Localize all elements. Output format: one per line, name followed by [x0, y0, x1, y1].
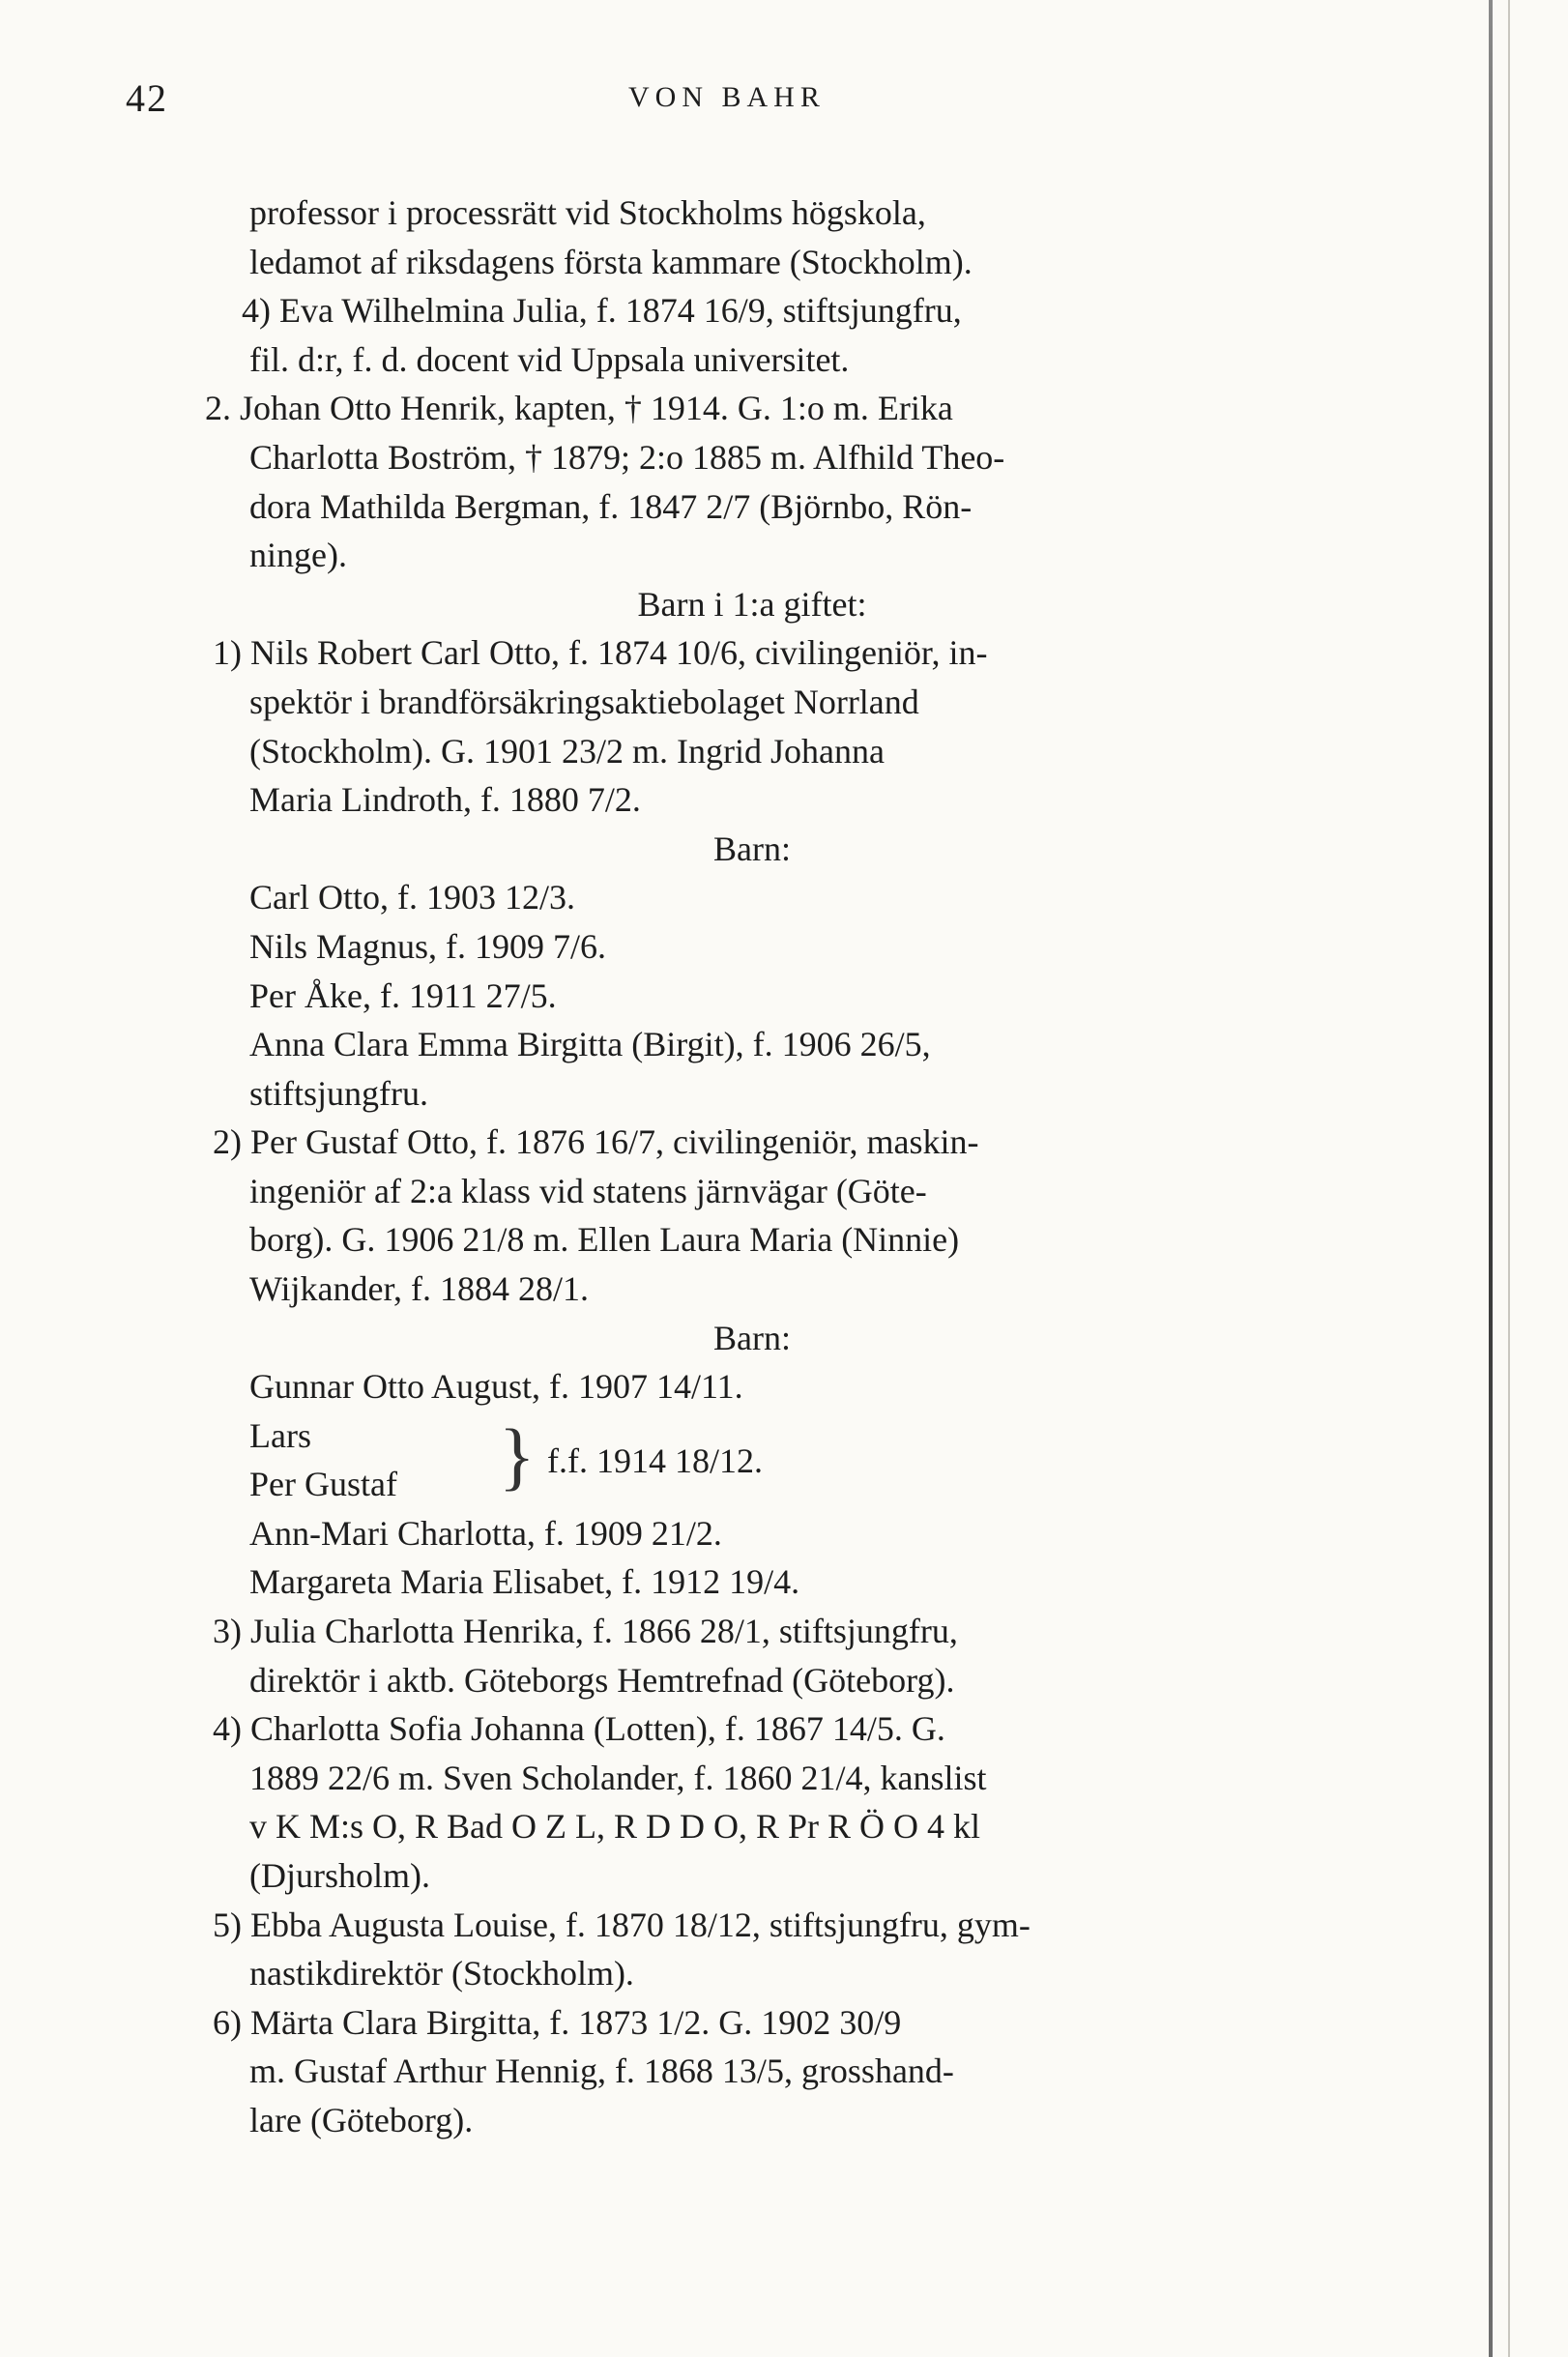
text-line: v K M:s O, R Bad O Z L, R D D O, R Pr R Ö O 4 kl: [249, 1807, 981, 1847]
text-line: ingeniör af 2:a klass vid statens järnvägar (Göte-: [249, 1171, 927, 1210]
text-line: 6) Märta Clara Birgitta, f. 1873 1/2. G. 1902 30/9: [213, 2002, 902, 2042]
text-line: (Stockholm). G. 1901 23/2 m. Ingrid Johanna: [249, 731, 885, 771]
text-line: Charlotta Boström, † 1879; 2:o 1885 m. Alfhild Theo-: [249, 437, 1005, 477]
text-line: Per Åke, f. 1911 27/5.: [249, 975, 557, 1015]
text-line: Margareta Maria Elisabet, f. 1912 19/4.: [249, 1562, 800, 1602]
text-line: 2. Johan Otto Henrik, kapten, † 1914. G. 1:o m. Erika: [205, 389, 953, 428]
section-heading: Barn:: [713, 1318, 791, 1357]
text-line: f.f. 1914 18/12.: [547, 1440, 763, 1480]
text-line: Lars: [249, 1415, 311, 1455]
text-line: borg). G. 1906 21/8 m. Ellen Laura Maria (Ninnie): [249, 1220, 960, 1260]
text-line: Wijkander, f. 1884 28/1.: [249, 1269, 590, 1309]
text-line: Per Gustaf: [249, 1464, 397, 1503]
text-line: Carl Otto, f. 1903 12/3.: [249, 878, 575, 917]
text-line: nastikdirektör (Stockholm).: [249, 1954, 634, 1993]
page-binding-edge: [1489, 0, 1493, 2357]
text-line: 1) Nils Robert Carl Otto, f. 1874 10/6, civilingeniör, in-: [213, 633, 988, 673]
text-line: m. Gustaf Arthur Hennig, f. 1868 13/5, grosshand-: [249, 2051, 954, 2091]
genealogy-text: [205, 189, 1390, 2145]
text-line: Maria Lindroth, f. 1880 7/2.: [249, 780, 641, 820]
text-line: dora Mathilda Bergman, f. 1847 2/7 (Björnbo, Rön-: [249, 486, 973, 526]
page-binding-shadow: [1508, 0, 1510, 2357]
text-line: ledamot af riksdagens första kammare (Stockholm).: [249, 242, 973, 281]
text-line: direktör i aktb. Göteborgs Hemtrefnad (Göteborg).: [249, 1660, 955, 1700]
text-line: (Djursholm).: [249, 1856, 430, 1895]
section-heading: Barn i 1:a giftet:: [637, 584, 867, 624]
text-line: 4) Eva Wilhelmina Julia, f. 1874 16/9, stiftsjungfru,: [242, 291, 962, 331]
running-head: VON BAHR: [628, 81, 826, 113]
text-line: spektör i brandförsäkringsaktiebolaget Norrland: [249, 682, 919, 721]
text-line: lare (Göteborg).: [249, 2100, 474, 2139]
text-line: 2) Per Gustaf Otto, f. 1876 16/7, civilingeniör, maskin-: [213, 1122, 979, 1162]
brace: }: [499, 1412, 536, 1498]
text-line: 5) Ebba Augusta Louise, f. 1870 18/12, stiftsjungfru, gym-: [213, 1905, 1031, 1944]
twin-entry: [249, 1411, 1390, 1509]
text-line: Gunnar Otto August, f. 1907 14/11.: [249, 1367, 743, 1407]
text-line: Anna Clara Emma Birgitta (Birgit), f. 1906 26/5,: [249, 1025, 931, 1064]
text-line: Nils Magnus, f. 1909 7/6.: [249, 926, 606, 966]
text-line: 1889 22/6 m. Sven Scholander, f. 1860 21/4, kanslist: [249, 1758, 987, 1797]
page-number: 42: [126, 76, 168, 120]
text-line: stiftsjungfru.: [249, 1073, 428, 1113]
text-line: professor i processrätt vid Stockholms högskola,: [249, 193, 926, 232]
text-line: ninge).: [249, 536, 347, 575]
text-line: 3) Julia Charlotta Henrika, f. 1866 28/1, stiftsjungfru,: [213, 1612, 958, 1651]
section-heading: Barn:: [713, 829, 791, 868]
page-header: [126, 75, 1382, 133]
text-line: 4) Charlotta Sofia Johanna (Lotten), f. 1867 14/5. G.: [213, 1709, 945, 1749]
text-line: fil. d:r, f. d. docent vid Uppsala universitet.: [249, 339, 850, 379]
text-line: Ann-Mari Charlotta, f. 1909 21/2.: [249, 1513, 722, 1553]
